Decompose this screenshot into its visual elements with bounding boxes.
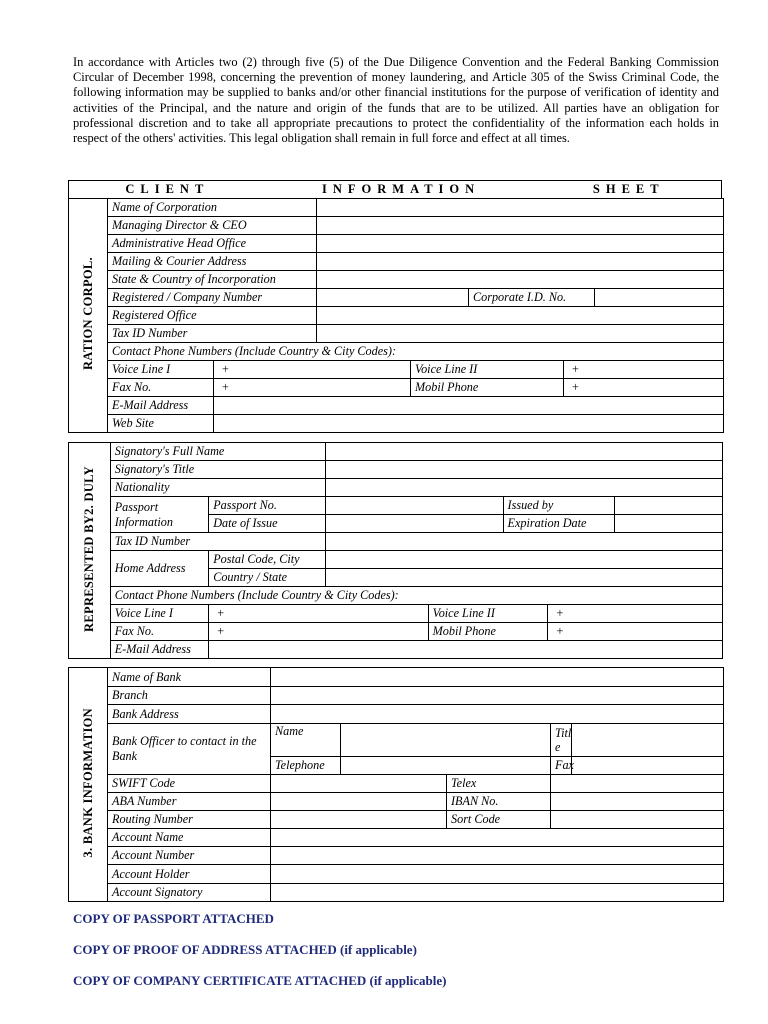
field-telex[interactable] [551, 775, 724, 793]
label-date-of-issue: Date of Issue [209, 515, 326, 533]
field-fax-2[interactable]: + [209, 623, 428, 641]
field-iban[interactable] [551, 793, 724, 811]
field-mailing-address[interactable] [317, 253, 724, 271]
label-bank-officer: Bank Officer to contact in the Bank [108, 724, 271, 775]
field-bank-address[interactable] [271, 705, 724, 724]
label-mobil-phone-2: Mobil Phone [428, 623, 548, 641]
sheet-title [68, 180, 722, 198]
field-voice-line-2-2[interactable]: + [548, 605, 723, 623]
label-voice-line-1: Voice Line I [108, 361, 214, 379]
sheet-title-word-3: SHEET [592, 182, 665, 196]
label-contact-phone: Contact Phone Numbers (Include Country & City Codes): [108, 343, 724, 361]
label-tax-id-2: Tax ID Number [110, 533, 325, 551]
label-swift: SWIFT Code [108, 775, 271, 793]
label-iban: IBAN No. [447, 793, 551, 811]
label-fax: Fax No. [108, 379, 214, 397]
label-account-signatory: Account Signatory [108, 884, 271, 902]
field-sort-code[interactable] [551, 811, 724, 829]
label-mobil-phone: Mobil Phone [411, 379, 564, 397]
field-registered-office[interactable] [317, 307, 724, 325]
field-officer-fax[interactable] [572, 757, 724, 775]
label-contact-phone-2: Contact Phone Numbers (Include Country & City Codes): [110, 587, 722, 605]
field-mobil-phone-2[interactable]: + [548, 623, 723, 641]
label-fax-2: Fax No. [110, 623, 208, 641]
label-web-site: Web Site [108, 415, 214, 433]
field-issued-by[interactable] [614, 497, 722, 515]
label-routing: Routing Number [108, 811, 271, 829]
field-name-of-bank[interactable] [271, 668, 724, 687]
field-postal-code[interactable] [325, 551, 722, 569]
attachment-company-certificate: COPY OF COMPANY CERTIFICATE ATTACHED (if applicable) [73, 973, 447, 988]
label-officer-fax: Fax [551, 757, 572, 775]
attachment-passport: COPY OF PASSPORT ATTACHED [73, 911, 274, 926]
label-tax-id: Tax ID Number [108, 325, 317, 343]
field-fax[interactable]: + [214, 379, 411, 397]
field-voice-line-1[interactable]: + [214, 361, 411, 379]
field-signatory-full-name[interactable] [325, 443, 722, 461]
field-swift[interactable] [271, 775, 447, 793]
field-signatory-title[interactable] [325, 461, 722, 479]
label-officer-telephone: Telephone [271, 757, 341, 775]
label-signatory-full-name: Signatory's Full Name [110, 443, 325, 461]
label-postal-code: Postal Code, City [209, 551, 326, 569]
label-account-name: Account Name [108, 829, 271, 847]
label-officer-title: Titl e [551, 724, 572, 757]
field-email[interactable] [214, 397, 724, 415]
label-issued-by: Issued by [503, 497, 614, 515]
field-country-state[interactable] [325, 569, 722, 587]
label-voice-line-2: Voice Line II [411, 361, 564, 379]
label-passport-no: Passport No. [209, 497, 326, 515]
field-managing-director[interactable] [317, 217, 724, 235]
label-email: E-Mail Address [108, 397, 214, 415]
label-country-state: Country / State [209, 569, 326, 587]
field-nationality[interactable] [325, 479, 722, 497]
label-state-country: State & Country of Incorporation [108, 271, 317, 289]
field-registered-number[interactable] [317, 289, 469, 307]
corporation-side-label: RATION CORPOL. [69, 199, 108, 433]
label-admin-head-office: Administrative Head Office [108, 235, 317, 253]
field-voice-line-1-2[interactable]: + [209, 605, 428, 623]
label-expiration-date: Expiration Date [503, 515, 614, 533]
label-account-holder: Account Holder [108, 865, 271, 884]
sheet-title-word-2: INFORMATION [322, 182, 481, 196]
field-mobil-phone[interactable]: + [564, 379, 724, 397]
field-account-signatory[interactable] [271, 884, 724, 902]
field-corporate-id[interactable] [595, 289, 724, 307]
field-voice-line-2[interactable]: + [564, 361, 724, 379]
field-state-country[interactable] [317, 271, 724, 289]
bank-section [68, 667, 724, 902]
field-web-site[interactable] [214, 415, 724, 433]
label-account-number: Account Number [108, 847, 271, 865]
representative-side-label: REPRESENTED BY2. DULY [69, 443, 111, 659]
field-expiration-date[interactable] [614, 515, 722, 533]
label-nationality: Nationality [110, 479, 325, 497]
field-tax-id[interactable] [317, 325, 724, 343]
label-aba: ABA Number [108, 793, 271, 811]
field-account-name[interactable] [271, 829, 724, 847]
intro-paragraph: In accordance with Articles two (2) through five (5) of the Due Diligence Convention and the Federal Banking Commission Circular of December 1998, concerning the prevention of money laundering, and Article 305 of the Swiss Criminal Code, the following information may be supplied to banks and/or other financial institutions for the purpose of verification of identity and activities of the Principal, and the nature and origin of the funds that are to be utilized. All parties have an obligation for professional discretion and to take all appropriate precautions to protect the confidentiality of the information each holds in respect of the others' activities. This legal obligation shall remain in full force and effect at all times. [73, 55, 719, 146]
label-name-of-corporation: Name of Corporation [108, 199, 317, 217]
label-passport-info: Passport Information [110, 497, 208, 533]
label-registered-office: Registered Office [108, 307, 317, 325]
field-tax-id-2[interactable] [325, 533, 722, 551]
field-officer-telephone[interactable] [341, 757, 551, 775]
field-branch[interactable] [271, 687, 724, 705]
bank-side-label: 3. BANK INFORMATION [69, 668, 108, 902]
label-email-2: E-Mail Address [110, 641, 208, 659]
representative-section [68, 442, 723, 659]
field-aba[interactable] [271, 793, 447, 811]
label-voice-line-2-2: Voice Line II [428, 605, 548, 623]
attachment-proof-of-address: COPY OF PROOF OF ADDRESS ATTACHED (if applicable) [73, 942, 417, 957]
field-officer-name[interactable] [341, 724, 551, 757]
label-registered-number: Registered / Company Number [108, 289, 317, 307]
field-email-2[interactable] [209, 641, 723, 659]
label-name-of-bank: Name of Bank [108, 668, 271, 687]
label-telex: Telex [447, 775, 551, 793]
corporation-section [68, 198, 724, 433]
label-home-address: Home Address [110, 551, 208, 587]
label-voice-line-1-2: Voice Line I [110, 605, 208, 623]
field-account-holder[interactable] [271, 865, 724, 884]
label-sort-code: Sort Code [447, 811, 551, 829]
sheet-title-word-1: CLIENT [125, 182, 210, 196]
field-routing[interactable] [271, 811, 447, 829]
field-admin-head-office[interactable] [317, 235, 724, 253]
field-date-of-issue[interactable] [325, 515, 503, 533]
label-branch: Branch [108, 687, 271, 705]
field-name-of-corporation[interactable] [317, 199, 724, 217]
field-officer-title[interactable] [572, 724, 724, 757]
label-mailing-address: Mailing & Courier Address [108, 253, 317, 271]
label-bank-address: Bank Address [108, 705, 271, 724]
field-passport-no[interactable] [325, 497, 503, 515]
field-account-number[interactable] [271, 847, 724, 865]
label-corporate-id: Corporate I.D. No. [469, 289, 595, 307]
label-signatory-title: Signatory's Title [110, 461, 325, 479]
label-managing-director: Managing Director & CEO [108, 217, 317, 235]
label-officer-name: Name [271, 724, 341, 757]
